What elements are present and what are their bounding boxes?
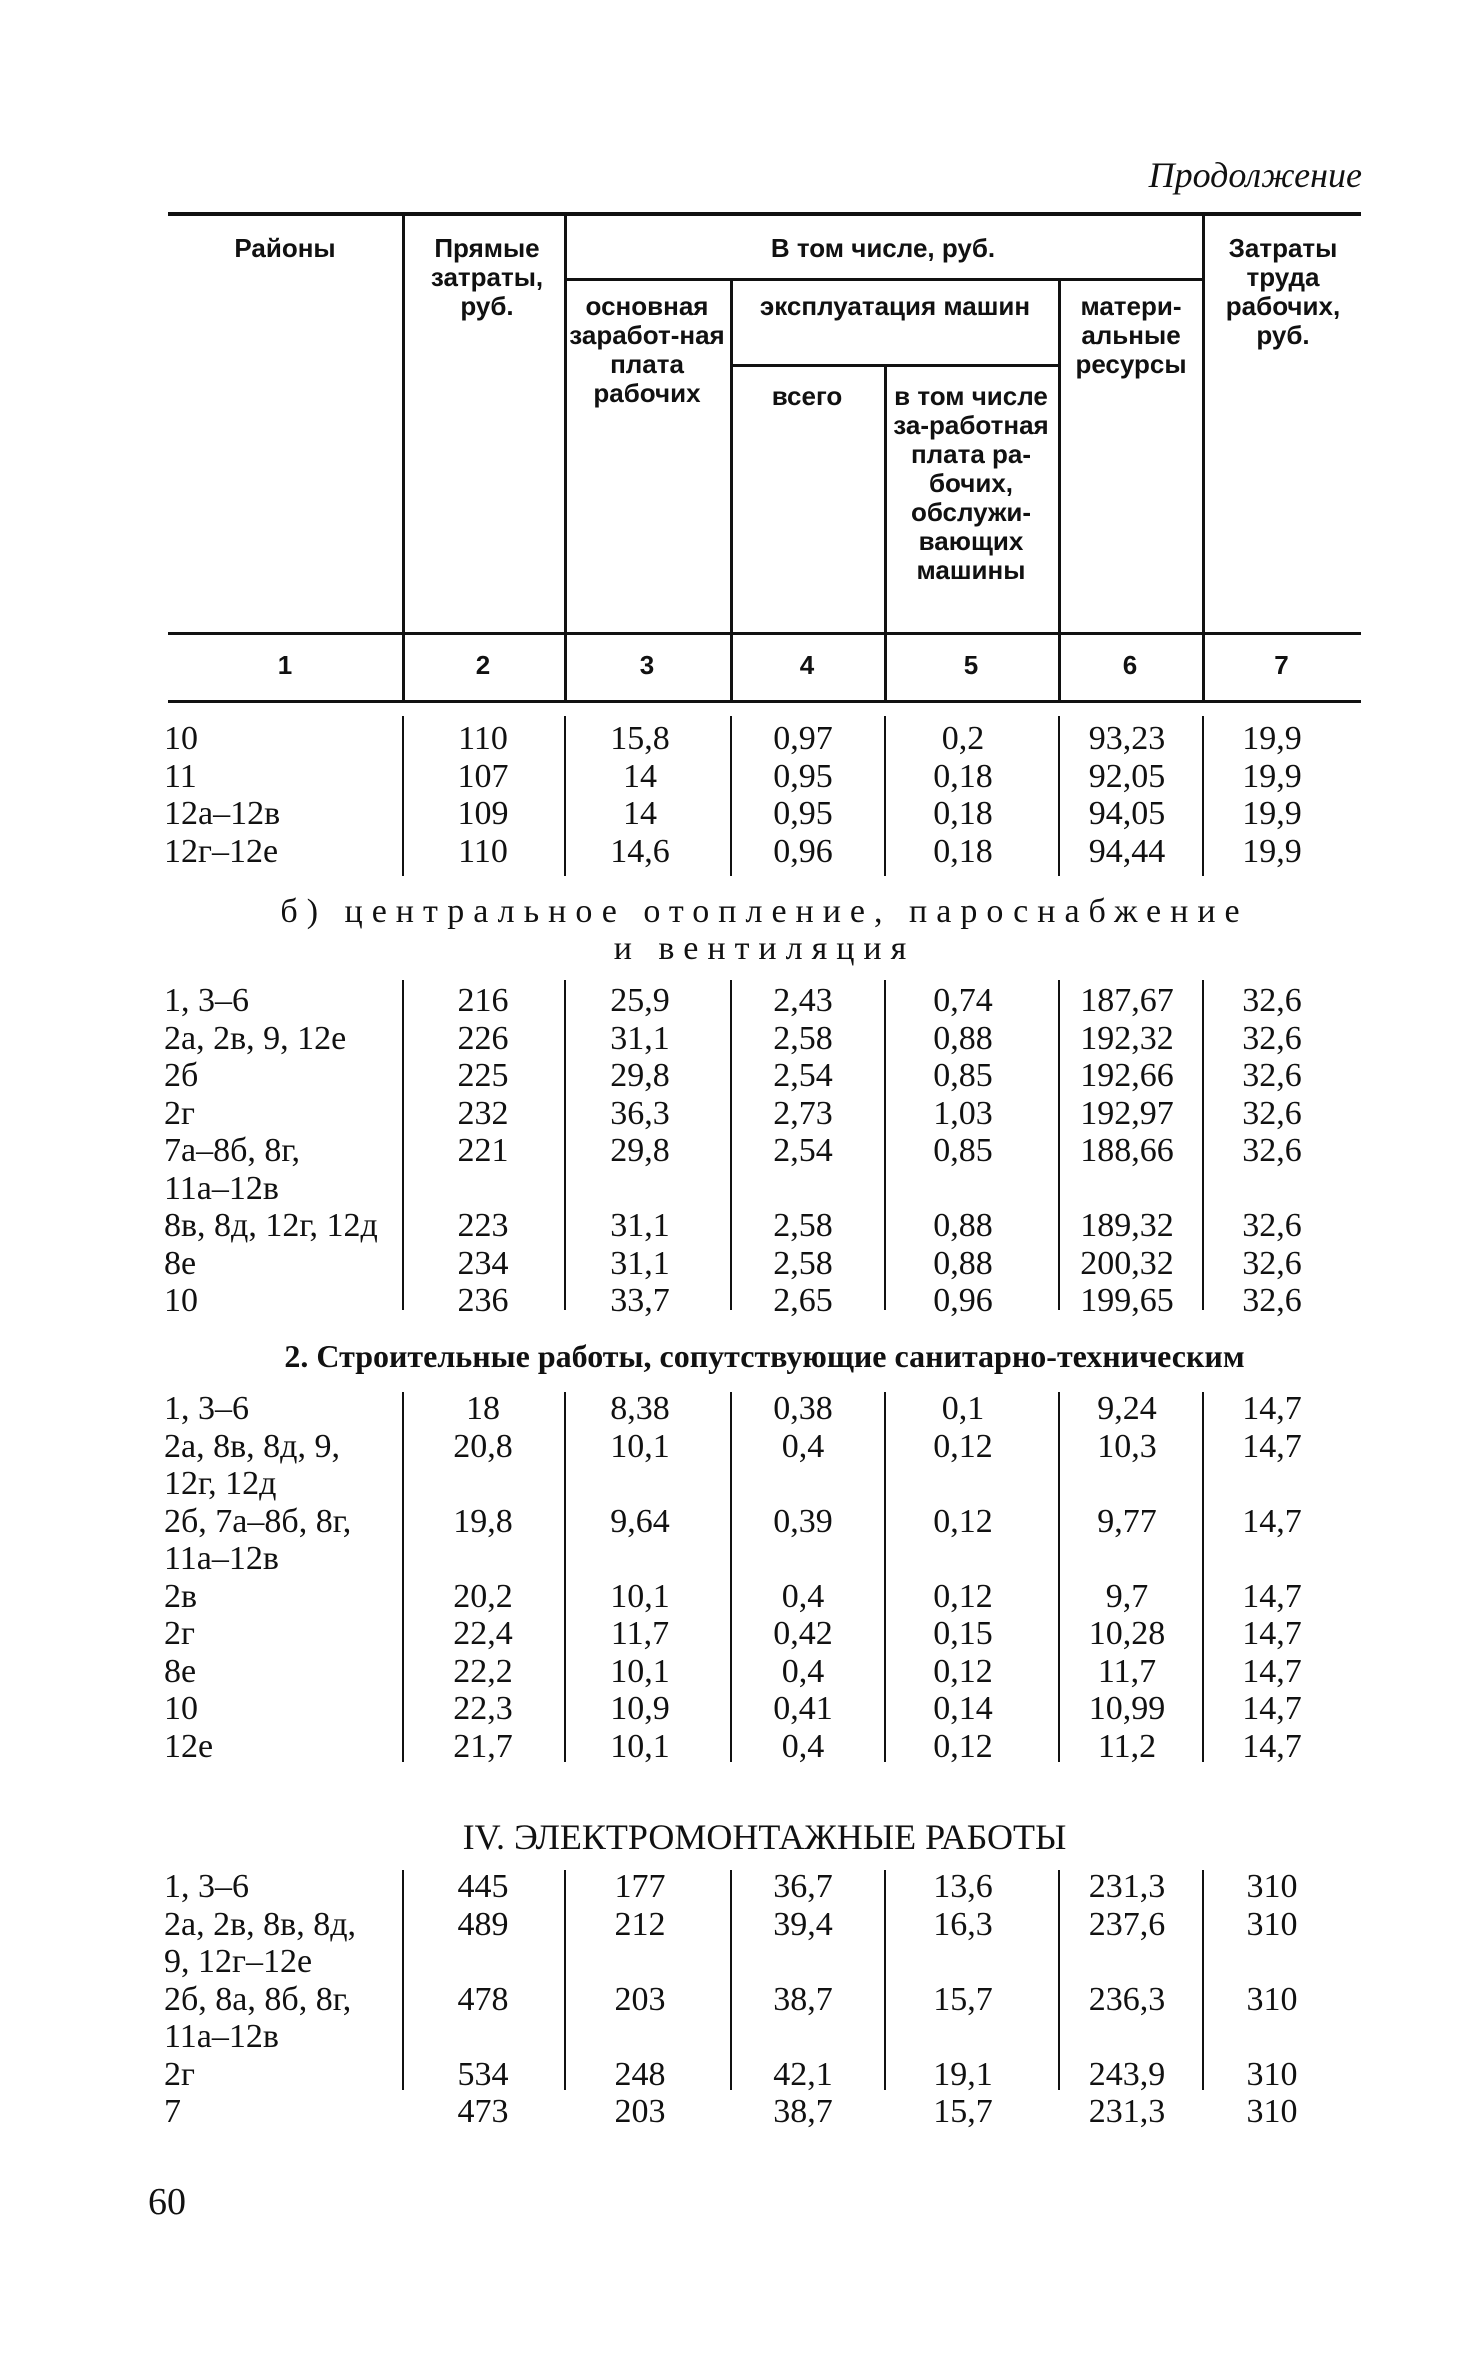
value-cell: 1,03 [933, 1094, 993, 1132]
value-cell: 14 [623, 795, 657, 832]
value-cell: 14,7 [1242, 1577, 1302, 1615]
value-cell: 192,32 [1080, 1019, 1174, 1057]
value-cell: 0,12 [933, 1577, 993, 1615]
value-cell: 0,39 [773, 1502, 833, 1540]
value-cell: 22,3 [453, 1690, 513, 1727]
value-cell: 2,43 [773, 982, 833, 1019]
value-cell: 0,4 [781, 1427, 825, 1465]
column-rule [402, 1870, 404, 2090]
header-machine-operation: эксплуатация машин [759, 291, 1031, 321]
value-cell: 18 [466, 1390, 500, 1427]
header-divider [1202, 214, 1205, 700]
value-cell: 221 [457, 1132, 509, 1169]
value-cell: 2,58 [773, 1244, 833, 1282]
value-cell: 0,4 [781, 1577, 825, 1615]
region-cell: 11 [164, 757, 197, 795]
value-cell: 15,7 [933, 2093, 993, 2130]
value-cell: 478 [457, 1980, 509, 2018]
value-cell: 32,6 [1242, 1282, 1302, 1319]
header-total: всего [771, 381, 843, 411]
column-rule [402, 980, 404, 1310]
value-cell: 107 [457, 757, 509, 795]
value-cell: 212 [614, 1905, 666, 1943]
region-cell: 12г–12е [164, 832, 279, 870]
value-cell: 14,7 [1242, 1390, 1302, 1427]
value-cell: 0,12 [933, 1502, 993, 1540]
value-cell: 177 [614, 1868, 666, 1905]
value-cell: 310 [1246, 2093, 1298, 2130]
value-cell: 0,97 [773, 720, 833, 757]
header-regions: Районы [234, 233, 336, 263]
value-cell: 203 [614, 2093, 666, 2130]
region-cell: 2б [164, 1057, 199, 1094]
column-number: 2 [475, 650, 491, 680]
region-cell: 12а–12в [164, 795, 281, 832]
value-cell: 0,12 [933, 1427, 993, 1465]
header-materials: матери-альные ресурсы [1075, 291, 1187, 379]
value-cell: 187,67 [1080, 982, 1174, 1019]
value-cell: 231,3 [1088, 1868, 1166, 1905]
value-cell: 0,38 [773, 1390, 833, 1427]
value-cell: 14,7 [1242, 1727, 1302, 1765]
value-cell: 0,41 [773, 1690, 833, 1727]
value-cell: 14,6 [610, 832, 670, 870]
value-cell: 21,7 [453, 1727, 513, 1765]
column-rule [884, 980, 886, 1310]
value-cell: 0,96 [933, 1282, 993, 1319]
value-cell: 11,2 [1097, 1727, 1157, 1765]
region-cell: 2г [164, 2055, 195, 2093]
value-cell: 9,64 [610, 1502, 670, 1540]
value-cell: 10,3 [1097, 1427, 1157, 1465]
header-bottom-rule [168, 632, 1361, 635]
value-cell: 9,24 [1097, 1390, 1157, 1427]
value-cell: 0,85 [933, 1057, 993, 1094]
value-cell: 42,1 [773, 2055, 833, 2093]
value-cell: 10,28 [1088, 1615, 1166, 1652]
header-machine-rule [730, 364, 1058, 367]
value-cell: 14,7 [1242, 1652, 1302, 1690]
value-cell: 0,42 [773, 1615, 833, 1652]
value-cell: 10,1 [610, 1577, 670, 1615]
value-cell: 110 [458, 832, 508, 870]
value-cell: 2,58 [773, 1207, 833, 1244]
value-cell: 223 [457, 1207, 509, 1244]
value-cell: 0,18 [933, 795, 993, 832]
numbers-bottom-rule [168, 700, 1361, 703]
value-cell: 225 [457, 1057, 509, 1094]
value-cell: 0,95 [773, 795, 833, 832]
value-cell: 32,6 [1242, 1019, 1302, 1057]
value-cell: 32,6 [1242, 1207, 1302, 1244]
region-cell: 12е [164, 1727, 214, 1765]
value-cell: 0,88 [933, 1207, 993, 1244]
header-divider [1058, 280, 1061, 700]
region-cell: 11а–12в [164, 1540, 279, 1577]
column-number: 5 [963, 650, 979, 680]
value-cell: 19,9 [1242, 757, 1302, 795]
value-cell: 2,54 [773, 1132, 833, 1169]
header-including: В том числе, руб. [770, 233, 996, 263]
value-cell: 0,15 [933, 1615, 993, 1652]
section-b-title-line1: б) центральное отопление, пароснабжение [280, 893, 1249, 930]
value-cell: 14,7 [1242, 1502, 1302, 1540]
page-number: 60 [148, 2181, 186, 2223]
value-cell: 13,6 [933, 1868, 993, 1905]
header-machine-wage: в том числе за-работная плата ра-бочих, обслужи-вающих машины [893, 381, 1049, 585]
value-cell: 19,9 [1242, 832, 1302, 870]
column-rule [884, 1870, 886, 2090]
value-cell: 14,7 [1242, 1690, 1302, 1727]
region-cell: 8в, 8д, 12г, 12д [164, 1207, 378, 1244]
column-number: 7 [1274, 650, 1289, 680]
column-number: 6 [1122, 650, 1138, 680]
region-cell: 2в [164, 1577, 198, 1615]
column-rule [884, 716, 886, 876]
value-cell: 310 [1246, 1980, 1298, 2018]
value-cell: 310 [1246, 1868, 1298, 1905]
value-cell: 232 [457, 1094, 509, 1132]
value-cell: 192,97 [1080, 1094, 1174, 1132]
value-cell: 29,8 [610, 1057, 670, 1094]
value-cell: 38,7 [773, 1980, 833, 2018]
value-cell: 16,3 [933, 1905, 993, 1943]
value-cell: 0,1 [941, 1390, 985, 1427]
header-divider [730, 280, 733, 700]
region-cell: 9, 12г–12е [164, 1943, 313, 1980]
value-cell: 0,95 [773, 757, 833, 795]
value-cell: 8,38 [610, 1390, 670, 1427]
value-cell: 94,44 [1088, 832, 1166, 870]
region-cell: 10 [164, 720, 198, 757]
value-cell: 0,88 [933, 1244, 993, 1282]
header-base-wage: основная заработ-ная плата рабочих [569, 291, 725, 408]
value-cell: 2,65 [773, 1282, 833, 1319]
region-cell: 7 [164, 2093, 181, 2130]
value-cell: 22,4 [453, 1615, 513, 1652]
region-cell: 10 [164, 1282, 198, 1319]
region-cell: 2б, 7а–8б, 8г, [164, 1502, 352, 1540]
value-cell: 32,6 [1242, 1244, 1302, 1282]
value-cell: 0,14 [933, 1690, 993, 1727]
value-cell: 189,32 [1080, 1207, 1174, 1244]
value-cell: 93,23 [1088, 720, 1166, 757]
value-cell: 188,66 [1080, 1132, 1174, 1169]
region-cell: 8е [164, 1652, 197, 1690]
value-cell: 10,9 [610, 1690, 670, 1727]
value-cell: 33,7 [610, 1282, 670, 1319]
header-divider [564, 214, 567, 700]
value-cell: 29,8 [610, 1132, 670, 1169]
value-cell: 19,8 [453, 1502, 513, 1540]
region-cell: 1, 3–6 [164, 1868, 249, 1905]
value-cell: 9,7 [1105, 1577, 1149, 1615]
value-cell: 39,4 [773, 1905, 833, 1943]
value-cell: 36,3 [610, 1094, 670, 1132]
value-cell: 200,32 [1080, 1244, 1174, 1282]
value-cell: 0,85 [933, 1132, 993, 1169]
value-cell: 15,8 [610, 720, 670, 757]
value-cell: 236,3 [1088, 1980, 1166, 2018]
value-cell: 19,1 [933, 2055, 993, 2093]
column-rule [884, 1392, 886, 1762]
value-cell: 25,9 [610, 982, 670, 1019]
value-cell: 0,12 [933, 1727, 993, 1765]
value-cell: 0,2 [941, 720, 985, 757]
value-cell: 32,6 [1242, 1094, 1302, 1132]
value-cell: 0,18 [933, 757, 993, 795]
value-cell: 243,9 [1088, 2055, 1166, 2093]
region-cell: 2а, 8в, 8д, 9, [164, 1427, 340, 1465]
value-cell: 234 [457, 1244, 509, 1282]
header-labour-costs: Затраты труда рабочих, руб. [1225, 233, 1341, 350]
value-cell: 0,4 [781, 1727, 825, 1765]
value-cell: 0,88 [933, 1019, 993, 1057]
value-cell: 11,7 [610, 1615, 670, 1652]
value-cell: 110 [458, 720, 508, 757]
value-cell: 473 [457, 2093, 509, 2130]
value-cell: 38,7 [773, 2093, 833, 2130]
value-cell: 10,1 [610, 1427, 670, 1465]
region-cell: 1, 3–6 [164, 982, 249, 1019]
value-cell: 231,3 [1088, 2093, 1166, 2130]
value-cell: 20,2 [453, 1577, 513, 1615]
value-cell: 92,05 [1088, 757, 1166, 795]
value-cell: 22,2 [453, 1652, 513, 1690]
value-cell: 32,6 [1242, 1057, 1302, 1094]
column-number: 1 [277, 650, 293, 680]
region-cell: 2а, 2в, 9, 12е [164, 1019, 347, 1057]
value-cell: 445 [457, 1868, 509, 1905]
region-cell: 2а, 2в, 8в, 8д, [164, 1905, 356, 1943]
value-cell: 237,6 [1088, 1905, 1166, 1943]
region-cell: 2б, 8а, 8б, 8г, [164, 1980, 352, 2018]
value-cell: 489 [457, 1905, 509, 1943]
value-cell: 20,8 [453, 1427, 513, 1465]
region-cell: 10 [164, 1690, 198, 1727]
region-cell: 11а–12в [164, 1169, 279, 1207]
value-cell: 10,1 [610, 1727, 670, 1765]
column-number: 4 [799, 650, 815, 680]
value-cell: 109 [457, 795, 509, 832]
value-cell: 226 [457, 1019, 509, 1057]
value-cell: 2,58 [773, 1019, 833, 1057]
value-cell: 0,74 [933, 982, 993, 1019]
value-cell: 19,9 [1242, 720, 1302, 757]
section-2-title: 2. Строительные работы, сопутствующие санитарно-техническим [284, 1338, 1245, 1374]
value-cell: 14,7 [1242, 1427, 1302, 1465]
header-direct-costs: Прямые затраты, руб. [430, 233, 544, 321]
value-cell: 11,7 [1097, 1652, 1157, 1690]
value-cell: 10,1 [610, 1652, 670, 1690]
value-cell: 0,96 [773, 832, 833, 870]
value-cell: 31,1 [610, 1244, 670, 1282]
value-cell: 534 [457, 2055, 509, 2093]
value-cell: 15,7 [933, 1980, 993, 2018]
value-cell: 9,77 [1097, 1502, 1157, 1540]
region-cell: 8е [164, 1244, 197, 1282]
region-cell: 2г [164, 1615, 195, 1652]
value-cell: 310 [1246, 2055, 1298, 2093]
column-rule [402, 716, 404, 876]
continuation-label: Продолжение [1148, 155, 1362, 195]
value-cell: 19,9 [1242, 795, 1302, 832]
value-cell: 2,73 [773, 1094, 833, 1132]
region-cell: 7а–8б, 8г, [164, 1132, 300, 1169]
value-cell: 216 [457, 982, 509, 1019]
region-cell: 2г [164, 1094, 195, 1132]
header-group-rule [564, 278, 1202, 281]
column-rule [402, 1392, 404, 1762]
value-cell: 94,05 [1088, 795, 1166, 832]
value-cell: 2,54 [773, 1057, 833, 1094]
value-cell: 31,1 [610, 1207, 670, 1244]
header-divider [402, 214, 405, 700]
column-number: 3 [639, 650, 655, 680]
value-cell: 10,99 [1088, 1690, 1166, 1727]
value-cell: 0,4 [781, 1652, 825, 1690]
value-cell: 32,6 [1242, 982, 1302, 1019]
value-cell: 14 [623, 757, 657, 795]
value-cell: 203 [614, 1980, 666, 2018]
value-cell: 199,65 [1080, 1282, 1174, 1319]
value-cell: 310 [1246, 1905, 1298, 1943]
table-top-rule [168, 212, 1361, 216]
region-cell: 1, 3–6 [164, 1390, 249, 1427]
value-cell: 36,7 [773, 1868, 833, 1905]
section-iv-title: IV. ЭЛЕКТРОМОНТАЖНЫЕ РАБОТЫ [462, 1817, 1067, 1857]
value-cell: 0,12 [933, 1652, 993, 1690]
value-cell: 32,6 [1242, 1132, 1302, 1169]
section-b-title-line2: и вентиляция [613, 930, 916, 967]
value-cell: 236 [457, 1282, 509, 1319]
region-cell: 12г, 12д [164, 1465, 277, 1502]
value-cell: 192,66 [1080, 1057, 1174, 1094]
region-cell: 11а–12в [164, 2018, 279, 2055]
value-cell: 248 [614, 2055, 666, 2093]
value-cell: 31,1 [610, 1019, 670, 1057]
value-cell: 14,7 [1242, 1615, 1302, 1652]
value-cell: 0,18 [933, 832, 993, 870]
